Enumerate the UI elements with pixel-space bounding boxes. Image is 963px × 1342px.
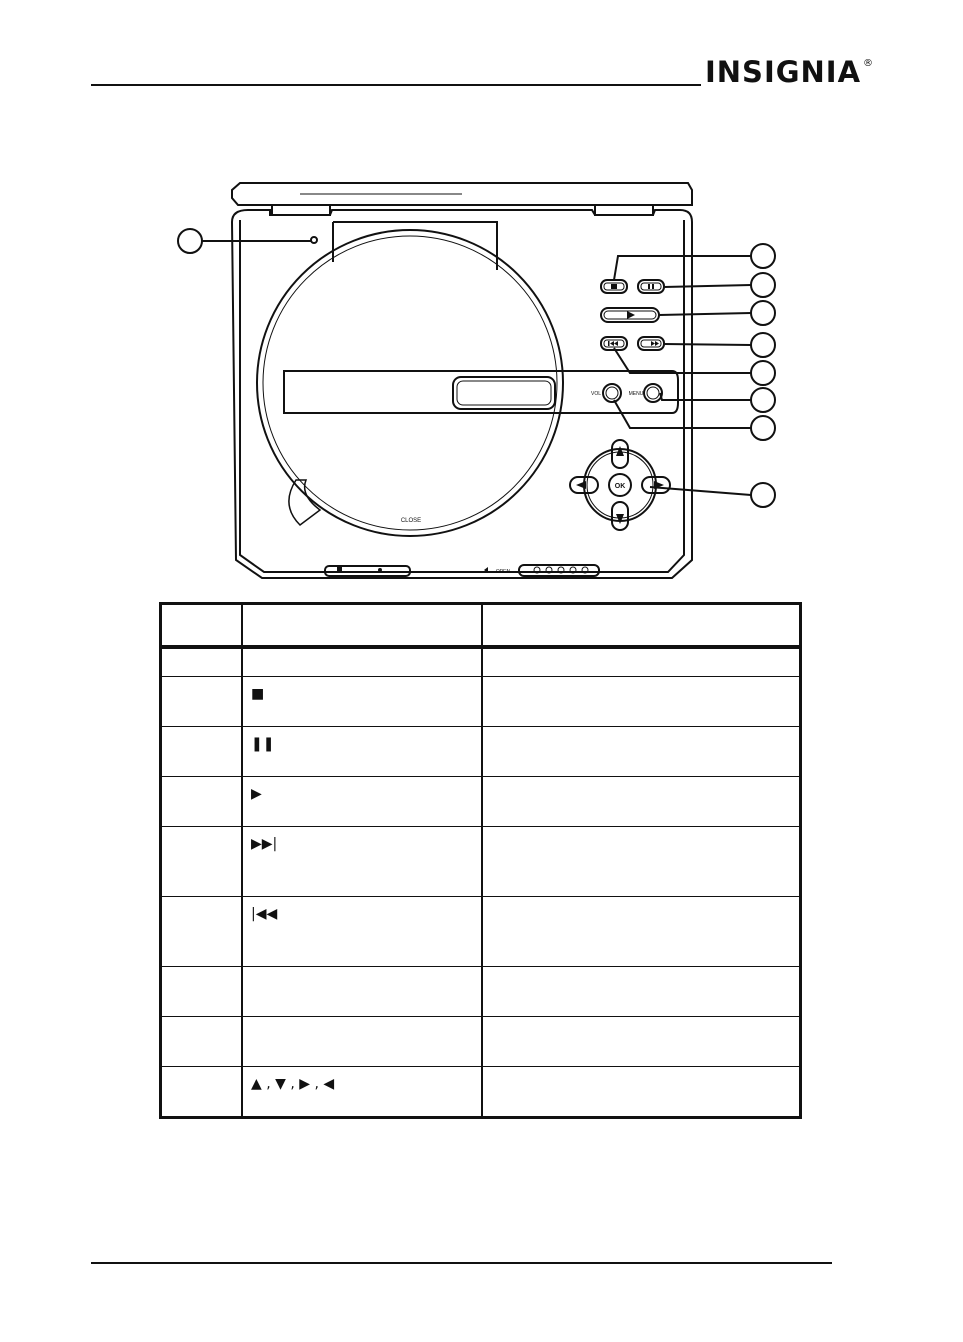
callout-5 [751,333,775,357]
callout-1 [178,229,202,253]
brand-name: INSIGNIA [705,55,862,89]
device-body [232,210,692,578]
display-window [453,377,555,409]
table-header-row [161,604,801,648]
trademark-symbol: ® [863,58,874,69]
pause-button-graphic [638,280,664,293]
callout-9 [751,483,775,507]
callout-8 [751,416,775,440]
skip-previous-icon: |◀◀ [251,906,278,922]
table-row [161,647,801,677]
power-indicator-led [311,237,317,243]
header-cell-component [242,604,482,648]
table-row [161,677,801,727]
open-switch [519,565,599,576]
callout-4 [751,301,775,325]
table-row [161,1017,801,1067]
controls-table [159,602,802,1119]
table-row [161,1067,801,1118]
play-icon: ▶ [251,786,262,802]
disc-lid [257,230,563,536]
table-row [161,967,801,1017]
table-row [161,727,801,777]
table-row [161,777,801,827]
header-cell-number [161,604,243,648]
vol-label: VOL [590,391,602,397]
ok-label: OK [614,483,626,490]
callout-2 [751,244,775,268]
callout-6 [751,361,775,385]
hinge-tab-left [272,205,330,215]
callout-7 [751,388,775,412]
footer-rule [91,1262,832,1264]
menu-label: MENU [628,391,644,397]
hinge-tab-right [595,205,653,215]
dvd-player-top-view-illustration [0,0,963,600]
arrow-keys-icon: ▲ , ▼ , ▶ , ◀ [251,1076,335,1092]
skip-next-icon: ▶▶| [251,836,278,852]
close-label: CLOSE [400,518,422,524]
table-row [161,827,801,897]
pause-icon: ❚❚ [251,736,275,752]
open-label: OPEN [495,569,511,575]
header-cell-description [482,604,801,648]
stop-icon: ■ [251,686,265,702]
callout-3 [751,273,775,297]
table-row [161,897,801,967]
